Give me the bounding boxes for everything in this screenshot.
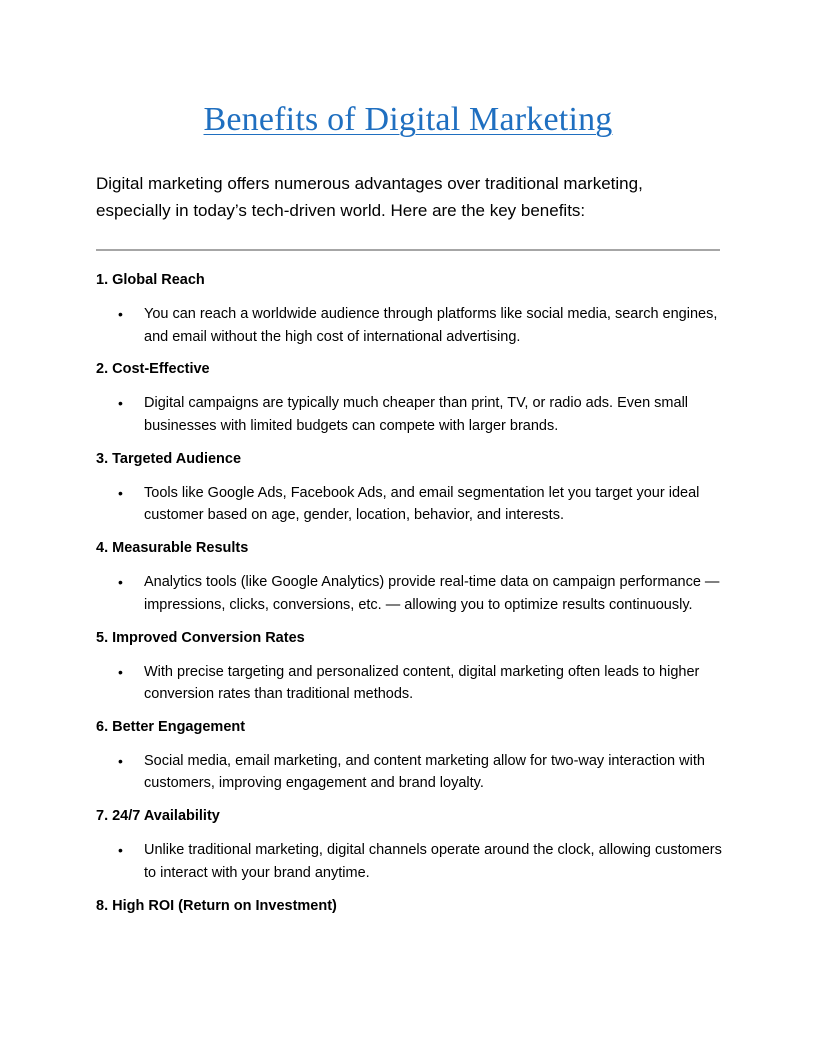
benefits-list [96,270,720,985]
bullet-icon: • [118,395,123,412]
bullet-icon: • [118,484,123,501]
benefit-section [96,270,720,359]
bullet-icon: • [118,842,123,859]
section-heading: 2. Cost-Effective [96,361,210,378]
benefit-section [96,896,720,985]
page-title: Benefits of Digital Marketing [203,101,613,138]
benefit-section [96,806,720,895]
bullet-icon: • [118,306,123,322]
bullet-icon: • [118,752,123,769]
bullet-item [96,303,720,348]
bullet-item [96,750,720,795]
bullet-text: Unlike traditional marketing, digital channels operate around the clock, allowing customers to interact with your brand anytime. [144,842,722,881]
bullet-item [96,571,720,616]
bullet-text: Digital campaigns are typically much cheaper than print, TV, or radio ads. Even small businesses with limited budgets can compete with larger brands. [144,395,689,434]
bullet-item [96,392,720,437]
benefit-section [96,359,720,448]
section-heading: 7. 24/7 Availability [96,808,220,825]
horizontal-divider [96,249,720,251]
benefit-section [96,449,720,538]
bullet-item [96,661,720,706]
bullet-icon: • [118,663,123,680]
bullet-text: Tools like Google Ads, Facebook Ads, and email segmentation let you target your ideal customer based on age, gender, location, behavior, and interests. [144,484,700,524]
bullet-text: With precise targeting and personalized content, digital marketing often leads to higher conversion rates than traditional methods. [144,663,700,703]
section-heading: 6. Better Engagement [96,718,246,735]
benefit-section [96,717,720,806]
bullet-item [96,839,720,884]
section-heading: 1. Global Reach [96,272,205,288]
bullet-item [96,482,720,527]
section-heading: 5. Improved Conversion Rates [96,629,305,646]
bullet-text: Analytics tools (like Google Analytics) provide real-time data on campaign performance — impressions, clicks, conversions, etc. — allowing you to optimize results continuously. [144,574,720,613]
benefit-section [96,538,720,627]
section-heading: 4. Measurable Results [96,540,249,557]
intro-paragraph: Digital marketing offers numerous advantages over traditional marketing, especially in today’s tech-driven world. Here are the key benefits: [96,174,643,220]
bullet-text: Social media, email marketing, and content marketing allow for two-way interaction with customers, improving engagement and brand loyalty. [144,752,705,792]
bullet-text: You can reach a worldwide audience through platforms like social media, search engines, and email without the high cost of international advertising. [144,306,718,345]
bullet-icon: • [118,574,123,591]
section-heading: 3. Targeted Audience [96,450,242,467]
benefit-section [96,628,720,717]
section-heading: 8. High ROI (Return on Investment) [96,897,337,914]
